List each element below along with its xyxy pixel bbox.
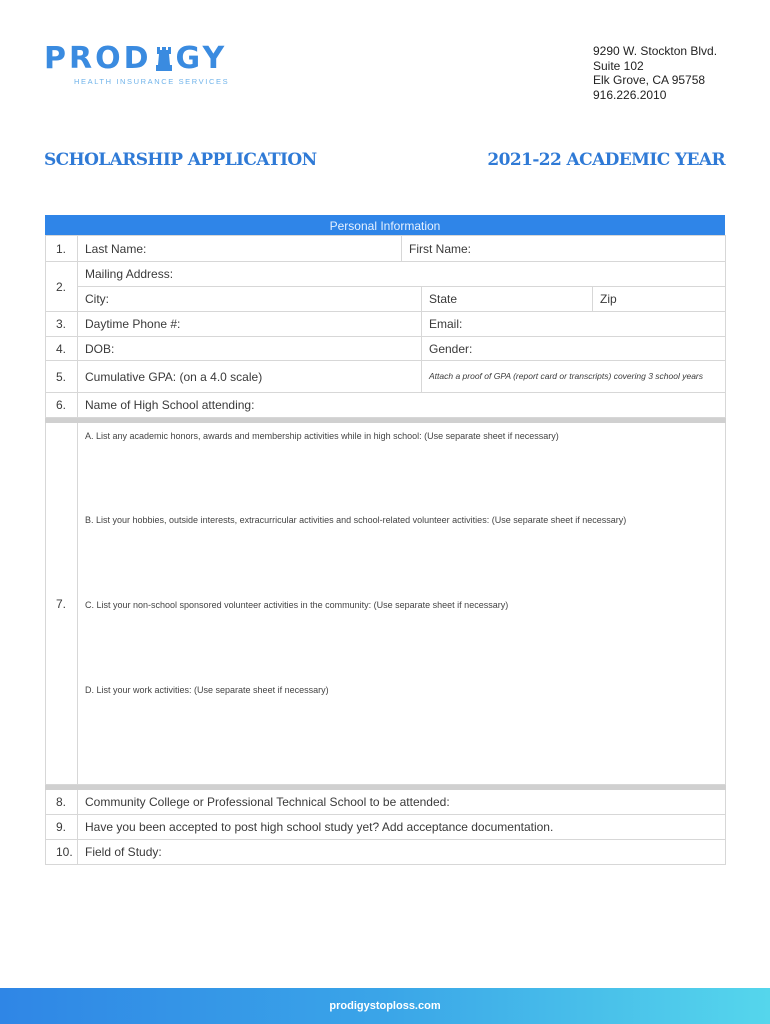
- academic-year-title: 2021-22 ACADEMIC YEAR: [487, 150, 725, 170]
- logo-text-end: GY: [175, 41, 228, 76]
- address-phone: 916.226.2010: [593, 87, 667, 102]
- row-number: 6.: [46, 393, 78, 418]
- table-row: [46, 262, 726, 287]
- table-row: [46, 840, 726, 865]
- row-number: 10.: [46, 840, 78, 865]
- table-row: [46, 423, 726, 785]
- logo-wordmark: [44, 42, 229, 76]
- form-title: SCHOLARSHIP APPLICATION: [44, 150, 317, 170]
- footer-website-link[interactable]: prodigystoploss.com: [329, 1000, 441, 1012]
- last-name-field[interactable]: Last Name:: [78, 236, 402, 262]
- mailing-address-field[interactable]: Mailing Address:: [78, 262, 726, 287]
- gpa-proof-note: Attach a proof of GPA (report card or transcripts) covering 3 school years: [422, 361, 726, 393]
- zip-field[interactable]: Zip: [593, 287, 726, 312]
- row-number: 3.: [46, 312, 78, 337]
- company-address: [593, 44, 717, 102]
- question-a: A. List any academic honors, awards and membership activities while in high school: (Use separate sheet if necessary): [85, 431, 559, 441]
- city-field[interactable]: City:: [78, 287, 422, 312]
- footer-bar: [0, 988, 770, 1024]
- chess-rook-icon: [154, 45, 174, 73]
- question-c: C. List your non-school sponsored volunteer activities in the community: (Use separate sheet if necessary): [85, 600, 509, 610]
- daytime-phone-field[interactable]: Daytime Phone #:: [78, 312, 422, 337]
- college-field[interactable]: Community College or Professional Technical School to be attended:: [78, 790, 726, 815]
- table-row: [46, 287, 726, 312]
- first-name-field[interactable]: First Name:: [402, 236, 726, 262]
- gpa-field[interactable]: Cumulative GPA: (on a 4.0 scale): [78, 361, 422, 393]
- field-of-study-field[interactable]: Field of Study:: [78, 840, 726, 865]
- row-number: 1.: [46, 236, 78, 262]
- table-row: [46, 815, 726, 840]
- question-d: D. List your work activities: (Use separate sheet if necessary): [85, 685, 329, 695]
- table-row: [46, 361, 726, 393]
- prodigy-logo: [44, 42, 229, 86]
- dob-field[interactable]: DOB:: [78, 337, 422, 361]
- row-number: 5.: [46, 361, 78, 393]
- email-field[interactable]: Email:: [422, 312, 726, 337]
- high-school-field[interactable]: Name of High School attending:: [78, 393, 726, 418]
- row-number: 8.: [46, 790, 78, 815]
- table-row: [46, 236, 726, 262]
- logo-text-start: PROD: [44, 41, 152, 76]
- table-row: [46, 312, 726, 337]
- activities-area[interactable]: [78, 423, 726, 785]
- address-street: 9290 W. Stockton Blvd.: [593, 44, 718, 58]
- form-table: [45, 235, 726, 865]
- table-row: [46, 393, 726, 418]
- address-city: Elk Grove, CA 95758: [593, 73, 706, 87]
- row-number: 9.: [46, 815, 78, 840]
- row-number: 7.: [46, 423, 78, 785]
- table-row: [46, 337, 726, 361]
- gender-field[interactable]: Gender:: [422, 337, 726, 361]
- logo-subtitle: HEALTH INSURANCE SERVICES: [74, 77, 230, 86]
- question-b: B. List your hobbies, outside interests, extracurricular activities and school-related volunteer activities: (Use separate sheet if necessary): [85, 515, 627, 525]
- address-suite: Suite 102: [593, 58, 644, 73]
- application-form: [45, 215, 725, 865]
- acceptance-field[interactable]: Have you been accepted to post high school study yet? Add acceptance documentation.: [78, 815, 726, 840]
- table-row: [46, 790, 726, 815]
- row-number: 2.: [46, 262, 78, 312]
- state-field[interactable]: State: [422, 287, 593, 312]
- section-header: Personal Information: [45, 215, 725, 235]
- row-number: 4.: [46, 337, 78, 361]
